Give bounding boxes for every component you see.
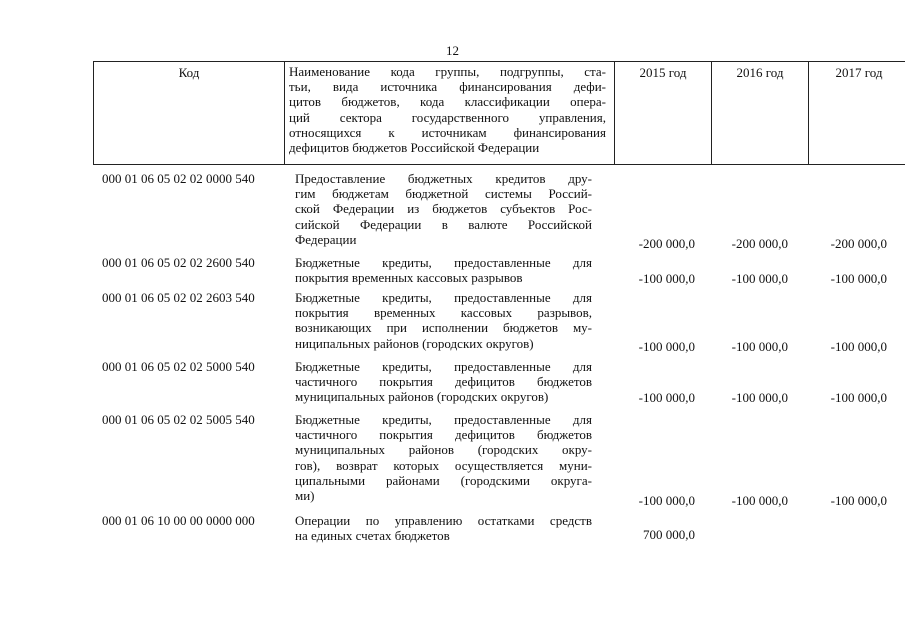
value-2016: -100 000,0 bbox=[731, 390, 788, 405]
header-year-2016: 2016 год bbox=[712, 62, 809, 165]
row-name-line: частичного покрытия дефицитов бюджетов bbox=[295, 427, 592, 443]
row-name bbox=[295, 290, 592, 351]
row-name-line: ми) bbox=[295, 488, 315, 504]
value-2017: -200 000,0 bbox=[830, 236, 887, 251]
row-name-line: частичного покрытия дефицитов бюджетов bbox=[295, 374, 592, 390]
row-name-line: гов), возврат которых осуществляется муни- bbox=[295, 457, 592, 473]
row-name-line: Федерации bbox=[295, 231, 357, 247]
header-name-line: тьи, вида источника финансирования дефи- bbox=[289, 79, 606, 95]
row-name-line: муниципальных районов (городских округов) bbox=[295, 389, 549, 405]
header-name-line: дефицитов бюджетов Российской Федерации bbox=[289, 140, 540, 156]
row-code: 000 01 06 05 02 02 5000 540 bbox=[102, 359, 255, 374]
page-number: 12 bbox=[446, 43, 459, 58]
row-code: 000 01 06 05 02 02 2600 540 bbox=[102, 255, 255, 270]
row-name-line: гим бюджетам бюджетной системы Россий- bbox=[295, 186, 592, 202]
header-year-2017: 2017 год bbox=[809, 62, 905, 165]
value-2017: -100 000,0 bbox=[830, 271, 887, 286]
row-name-line: Операции по управлению остатками средств bbox=[295, 513, 592, 528]
row-name-line: Бюджетные кредиты, предоставленные для bbox=[295, 255, 592, 270]
value-2016: -100 000,0 bbox=[731, 271, 788, 286]
row-name bbox=[295, 412, 592, 503]
row-name bbox=[295, 359, 592, 405]
value-2016: -100 000,0 bbox=[731, 493, 788, 508]
header-name-line: ций сектора государственного управления, bbox=[289, 109, 606, 125]
row-name-line: ниципальных районов (городских округов) bbox=[295, 335, 534, 351]
row-name bbox=[295, 171, 592, 247]
row-name bbox=[295, 255, 592, 285]
value-2015: -200 000,0 bbox=[638, 236, 695, 251]
row-name-line: ципальными районами (городскими округа- bbox=[295, 472, 592, 488]
header-year-2015: 2015 год bbox=[615, 62, 712, 165]
row-name-line: покрытия временных кассовых разрывов, bbox=[295, 305, 592, 321]
row-name-line: Бюджетные кредиты, предоставленные для bbox=[295, 412, 592, 427]
header-name bbox=[285, 62, 615, 165]
value-2017: -100 000,0 bbox=[830, 390, 887, 405]
row-name-line: на единых счетах бюджетов bbox=[295, 528, 450, 544]
row-name-line: Бюджетные кредиты, предоставленные для bbox=[295, 359, 592, 374]
value-2017: -100 000,0 bbox=[830, 493, 887, 508]
header-name-line: Наименование кода группы, подгруппы, ста- bbox=[289, 64, 606, 79]
row-code: 000 01 06 05 02 02 0000 540 bbox=[102, 171, 255, 186]
header-name-line: относящихся к источникам финансирования bbox=[289, 124, 606, 140]
row-name-line: сийской Федерации в валюте Российской bbox=[295, 216, 592, 232]
value-2015: 700 000,0 bbox=[643, 527, 695, 542]
row-code: 000 01 06 05 02 02 2603 540 bbox=[102, 290, 255, 305]
row-name-line: ской Федерации из бюджетов субъектов Рос- bbox=[295, 201, 592, 217]
value-2015: -100 000,0 bbox=[638, 271, 695, 286]
row-code: 000 01 06 10 00 00 0000 000 bbox=[102, 513, 255, 528]
value-2015: -100 000,0 bbox=[638, 390, 695, 405]
value-2016: -200 000,0 bbox=[731, 236, 788, 251]
header-code: Код bbox=[94, 62, 285, 165]
row-name-line: возникающих при исполнении бюджетов му- bbox=[295, 320, 592, 336]
table-header bbox=[93, 61, 905, 165]
row-name-line: покрытия временных кассовых разрывов bbox=[295, 270, 523, 286]
header-name-line: цитов бюджетов, кода классификации опера- bbox=[289, 94, 606, 110]
row-name-line: муниципальных районов (городских окру- bbox=[295, 442, 592, 458]
row-name bbox=[295, 513, 592, 543]
value-2016: -100 000,0 bbox=[731, 339, 788, 354]
value-2015: -100 000,0 bbox=[638, 339, 695, 354]
value-2017: -100 000,0 bbox=[830, 339, 887, 354]
row-code: 000 01 06 05 02 02 5005 540 bbox=[102, 412, 255, 427]
row-name-line: Бюджетные кредиты, предоставленные для bbox=[295, 290, 592, 305]
value-2015: -100 000,0 bbox=[638, 493, 695, 508]
row-name-line: Предоставление бюджетных кредитов дру- bbox=[295, 171, 592, 186]
